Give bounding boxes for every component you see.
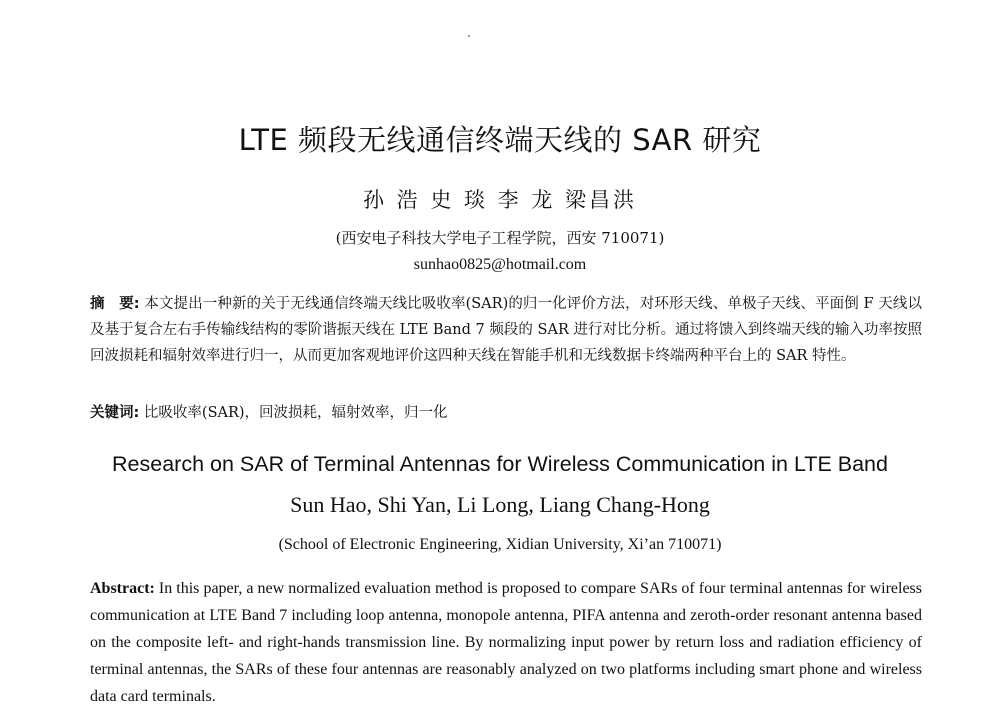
english-authors: Sun Hao, Shi Yan, Li Long, Liang Chang-Hong [290,492,710,517]
english-abstract [90,575,922,710]
english-abstract-label: Abstract: [90,580,155,597]
english-title: Research on SAR of Terminal Antennas for Wireless Communication in LTE Band [112,452,888,476]
chinese-keywords [90,400,922,426]
chinese-abstract-label: 摘 要: [90,296,140,312]
chinese-abstract-text: 本文提出一种新的关于无线通信终端天线比吸收率(SAR)的归一化评价方法，对环形天线、单极子天线、平面倒 F 天线以及基于复合左右手传输线结构的零阶谐振天线在 LTE Band 7 频段的 SAR 进行对比分析。通过将馈入到终端天线的输入功率按照回波损耗和辐射效率进行归一，从而更加客观地评价这四种天线在智能手机和无线数据卡终端两种平台上的 SAR 特性。 [90,296,922,364]
chinese-affiliation: (西安电子科技大学电子工程学院，西安 710071) [335,229,665,247]
chinese-abstract [90,291,922,369]
english-affiliation: (School of Electronic Engineering, Xidian University, Xi’an 710071) [278,536,722,553]
english-abstract-text: In this paper, a new normalized evaluation method is proposed to compare SARs of four terminal antennas for wireless communication at LTE Band 7 including loop antenna, monopole antenna, PIFA antenna and zeroth-order resonant antenna based on the composite left- and right-hands transmission line. By normalizing input power by return loss and radiation efficiency of terminal antennas, the SARs of these four antennas are reasonably analyzed on two platforms including smart phone and wireless data card terminals. [90,580,922,705]
chinese-authors: 孙 浩 史 琰 李 龙 梁昌洪 [362,188,638,212]
scan-speck [468,35,470,37]
chinese-title: LTE 频段无线通信终端天线的 SAR 研究 [238,123,762,157]
chinese-keywords-text: 比吸收率(SAR)，回波损耗，辐射效率，归一化 [143,405,448,421]
chinese-keywords-label: 关键词: [90,405,140,421]
author-email: sunhao0825@hotmail.com [413,256,587,273]
